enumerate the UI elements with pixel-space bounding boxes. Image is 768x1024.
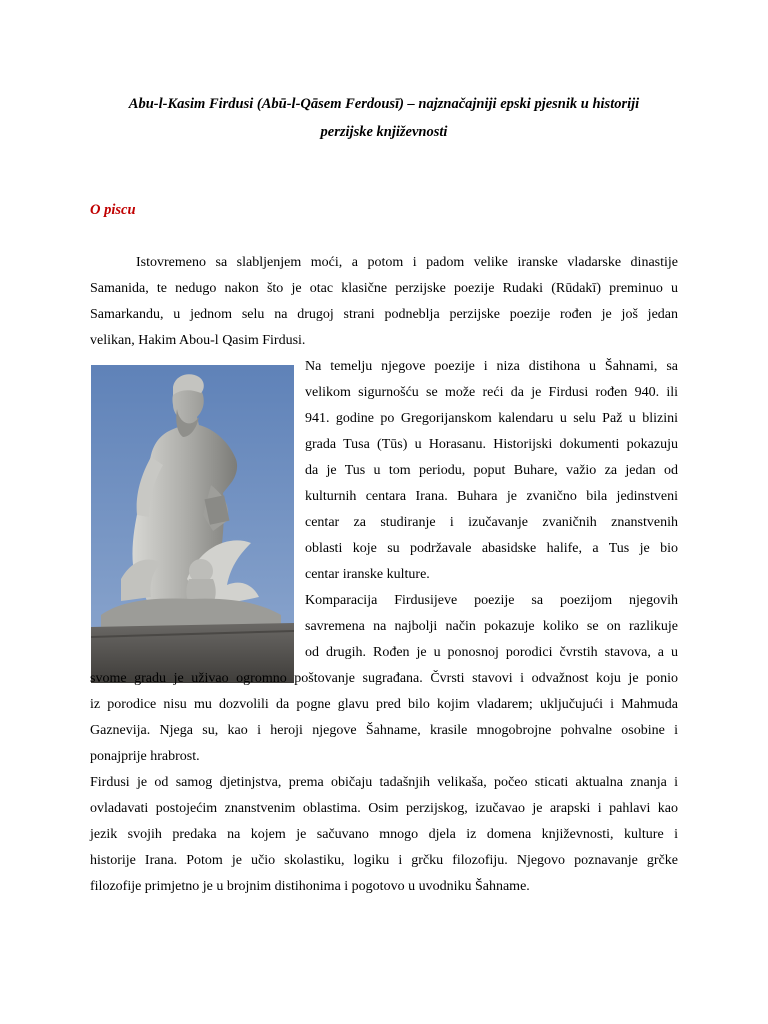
title-line-2: perzijske književnosti <box>320 124 448 140</box>
statue-photo <box>91 365 294 683</box>
paragraph-line: 941. godine po Gregorijanskom kalendaru u selu Paž u blizini <box>305 411 678 426</box>
paragraph-line: Komparacija Firdusijeve poezije sa poezijom njegovih <box>305 593 678 608</box>
paragraph-line: filozofije primjetno je u brojnim distihonima i pogotovo u uvodniku Šahname. <box>90 879 530 894</box>
paragraph-line: savremena na najbolji način pokazuje koliko se on razlikuje <box>305 619 678 634</box>
paragraph-line: Samarkandu, u jednom selu na drugoj strani podneblja perzijske poezije rođen je još jedan <box>90 307 678 322</box>
paragraph-line: Gaznevija. Njega su, kao i heroji njegove Šahname, krasile mnogobrojne pohvalne osobine i <box>90 723 678 738</box>
paragraph-line: da je Tus u tom periodu, poput Buhare, važio za jedan od <box>305 463 678 478</box>
paragraph-line: velikom sigurnošću se može reći da je Firdusi rođen 940. ili <box>305 385 678 400</box>
paragraph-line: oblasti koje su podržavale abasidske halife, a Tus je bio <box>305 541 678 556</box>
paragraph-line: Firdusi je od samog djetinjstva, prema običaju tadašnjih velikaša, počeo sticati aktualna znanja i <box>90 775 678 790</box>
paragraph-line: centar iranske kulture. <box>305 567 430 582</box>
section-heading: O piscu <box>90 202 136 218</box>
paragraph-line: jezik svojih predaka na kojem je sačuvano mnogo djela iz domena književnosti, kulture i <box>90 827 678 842</box>
paragraph-line: kulturnih centara Irana. Buhara je zvanično bila jedinstveni <box>305 489 678 504</box>
paragraph-line: grada Tusa (Tūs) u Horasanu. Historijski dokumenti pokazuju <box>305 437 678 452</box>
paragraph-line: centar za studiranje i izučavanje zvaničnih znanstvenih <box>305 515 678 530</box>
paragraph-line: Istovremeno sa slabljenjem moći, a potom i padom velike iranske vladarske dinastije <box>136 255 678 270</box>
paragraph-line: svome gradu je uživao ogromno poštovanje sugrađana. Čvrsti stavovi i odvažnost koju je ponio <box>90 671 678 686</box>
paragraph-line: iz porodice nisu mu dozvolili da pogne glavu pred bilo kojim vladarem; uključujući i Mahmuda <box>90 697 678 712</box>
paragraph-line: Na temelju njegove poezije i niza distihona u Šahnami, sa <box>305 359 678 374</box>
paragraph-line: ponajprije hrabrost. <box>90 749 200 764</box>
document-title <box>90 90 678 146</box>
paragraph-line: historije Irana. Potom je učio skolastiku, logiku i grčku filozofiju. Njegovo poznavanje grčke <box>90 853 678 868</box>
paragraph-line: Samanida, te nedugo nakon što je otac klasične perzijske poezije Rudaki (Rūdakī) preminuo u <box>90 281 678 296</box>
paragraph-line: ovladavati postojećim znanstvenim oblastima. Osim perzijskog, izučavao je arapski i pahlavi kao <box>90 801 678 816</box>
title-line-1: Abu-l-Kasim Firdusi (Abū-l-Qāsem Ferdousī) – najznačajniji epski pjesnik u historiji <box>128 96 640 112</box>
paragraph-line: od drugih. Rođen je u ponosnoj porodici čvrstih stavova, a u <box>305 645 678 660</box>
paragraph-line: velikan, Hakim Abou-l Qasim Firdusi. <box>90 333 306 348</box>
